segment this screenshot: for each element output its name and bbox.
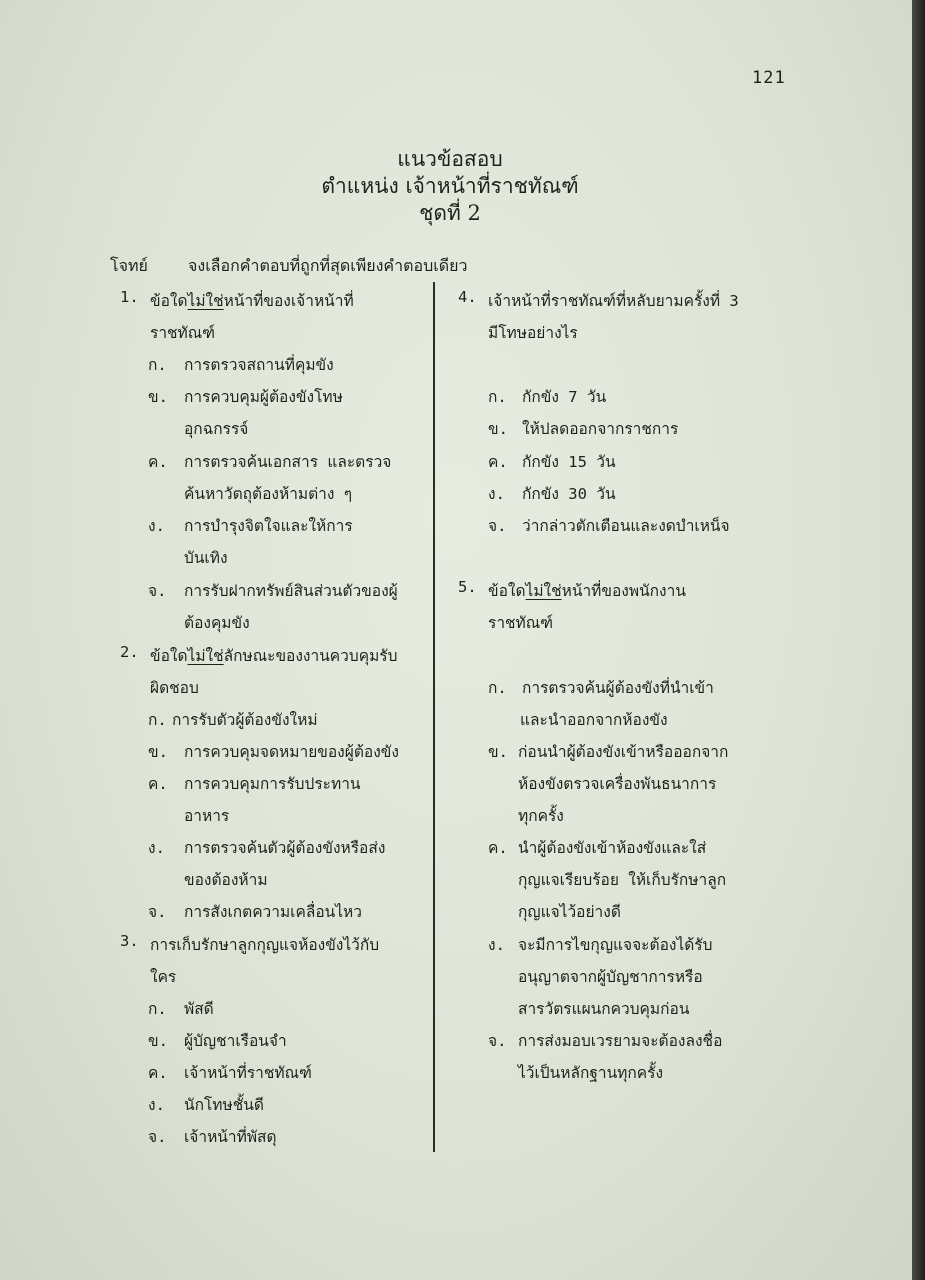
question-1-stem-line-2: ราชทัณฑ์ — [150, 324, 216, 342]
question-5-choice-e-line-2: ไว้เป็นหลักฐานทุกครั้ง — [518, 1064, 664, 1082]
choice-label: จ. — [148, 582, 167, 600]
choice-label: ง. — [148, 1096, 165, 1114]
stem-underlined-text: ไม่ใช่ — [187, 292, 224, 310]
choice-text: กักขัง 15 วัน — [522, 453, 616, 471]
title-line-3: ชุดที่ 2 — [419, 201, 481, 225]
question-stem — [150, 643, 397, 668]
choice-label: ข. — [488, 420, 508, 438]
choice-text: การสังเกตความเคลื่อนไหว — [184, 903, 362, 921]
choice-label: จ. — [488, 517, 507, 535]
question-number: 2. — [120, 643, 139, 661]
question-4-stem-line-2: มีโทษอย่างไร — [488, 324, 578, 342]
choice-text: ก่อนนำผู้ต้องขังเข้าหรือออกจาก — [518, 743, 729, 761]
choice-text: การควบคุมการรับประทาน — [184, 775, 361, 793]
column-divider — [433, 282, 435, 1152]
choice-label: ข. — [148, 1032, 168, 1050]
choice-text: จะมีการไขกุญแจจะต้องได้รับ — [518, 936, 713, 954]
question-2-stem-line-2: ผิดชอบ — [150, 679, 199, 697]
choice-text: เจ้าหน้าที่ราชทัณฑ์ — [184, 1064, 312, 1082]
choice-text: การตรวจค้นตัวผู้ต้องขังหรือส่ง — [184, 839, 386, 857]
page-number: 121 — [752, 68, 786, 88]
choice-text: การควบคุมจดหมายของผู้ต้องขัง — [184, 743, 399, 761]
choice-text: การบำรุงจิตใจและให้การ — [184, 517, 353, 535]
choice-label: ง. — [488, 936, 505, 954]
choice-label: จ. — [148, 903, 167, 921]
choice-label: ก. — [148, 711, 167, 729]
choice-label: ง. — [148, 517, 165, 535]
question-stem: เจ้าหน้าที่ราชทัณฑ์ที่หลับยามครั้งที่ 3 — [488, 292, 739, 310]
instruction — [110, 254, 468, 279]
choice-label: จ. — [488, 1032, 507, 1050]
question-5-stem-line-2: ราชทัณฑ์ — [488, 614, 554, 632]
choice-text: การตรวจค้นผู้ต้องขังที่นำเข้า — [522, 679, 714, 697]
question-5-choice-c-line-2: กุญแจเรียบร้อย ให้เก็บรักษาลูก — [518, 871, 727, 889]
choice-label: ก. — [148, 1000, 167, 1018]
stem-underlined-text: ไม่ใช่ — [187, 647, 224, 665]
question-5-choice-d-line-3: สารวัตรแผนกควบคุมก่อน — [518, 1000, 690, 1018]
question-number: 1. — [120, 288, 139, 306]
instruction-label: โจทย์ — [110, 256, 148, 275]
choice-label: ข. — [148, 743, 168, 761]
choice-label: ค. — [488, 453, 508, 471]
choice-label: ก. — [488, 679, 507, 697]
question-stem: การเก็บรักษาลูกกุญแจห้องขังไว้กับ — [150, 936, 380, 954]
choice-label: จ. — [148, 1128, 167, 1146]
choice-text: พัสดี — [184, 1000, 214, 1018]
choice-label: ค. — [488, 839, 508, 857]
stem-text: ลักษณะของงานควบคุมรับ — [223, 647, 398, 665]
title-line-1: แนวข้อสอบ — [397, 147, 503, 171]
choice-text: นำผู้ต้องขังเข้าห้องขังและใส่ — [518, 839, 707, 857]
question-2-choice-c-line-2: อาหาร — [184, 807, 230, 825]
question-number: 4. — [458, 288, 477, 306]
stem-underlined-text: ไม่ใช่ — [525, 582, 562, 600]
choice-text: ผู้บัญชาเรือนจำ — [184, 1032, 287, 1050]
choice-label: ข. — [148, 388, 168, 406]
question-5-choice-c-line-3: กุญแจไว้อย่างดี — [518, 903, 621, 921]
stem-text: หน้าที่ของพนักงาน — [561, 582, 686, 600]
choice-text: ให้ปลดออกจากราชการ — [522, 420, 679, 438]
choice-text: การรับฝากทรัพย์สินส่วนตัวของผู้ — [184, 582, 398, 600]
title-block — [250, 146, 650, 227]
choice-text: เจ้าหน้าที่พัสดุ — [184, 1128, 277, 1146]
question-5-choice-d-line-2: อนุญาตจากผู้บัญชาการหรือ — [518, 968, 703, 986]
choice-label: ง. — [488, 485, 505, 503]
choice-label: ง. — [148, 839, 165, 857]
stem-text: ข้อใด — [150, 647, 188, 665]
question-stem — [488, 578, 686, 603]
choice-label: ก. — [148, 356, 167, 374]
choice-text: การตรวจค้นเอกสาร และตรวจ — [184, 453, 392, 471]
choice-text: กักขัง 7 วัน — [522, 388, 607, 406]
question-stem — [150, 288, 354, 313]
choice-text: การตรวจสถานที่คุมขัง — [184, 356, 334, 374]
choice-text: การควบคุมผู้ต้องขังโทษ — [184, 388, 343, 406]
choice-label: ค. — [148, 1064, 168, 1082]
choice-text: นักโทษชั้นดี — [184, 1096, 264, 1114]
question-1-choice-b-line-2: อุกฉกรรจ์ — [184, 420, 249, 438]
choice-label: ค. — [148, 775, 168, 793]
question-5-choice-a-line-2: และนำออกจากห้องขัง — [520, 711, 668, 729]
stem-text: หน้าที่ของเจ้าหน้าที่ — [223, 292, 354, 310]
choice-text: การส่งมอบเวรยามจะต้องลงชื่อ — [518, 1032, 723, 1050]
question-3-stem-line-2: ใคร — [150, 968, 177, 986]
question-1-choice-d-line-2: บันเทิง — [184, 549, 228, 567]
choice-label: ค. — [148, 453, 168, 471]
choice-text: ว่ากล่าวตักเตือนและงดบำเหน็จ — [522, 517, 730, 535]
question-5-choice-b-line-2: ห้องขังตรวจเครื่องพันธนาการ — [518, 775, 717, 793]
choice-label: ข. — [488, 743, 508, 761]
question-number: 5. — [458, 578, 477, 596]
title-line-2: ตำแหน่ง เจ้าหน้าที่ราชทัณฑ์ — [321, 174, 579, 198]
stem-text: ข้อใด — [488, 582, 526, 600]
question-2-choice-d-line-2: ของต้องห้าม — [184, 871, 268, 889]
question-1-choice-c-line-2: ค้นหาวัตถุต้องห้ามต่าง ๆ — [184, 485, 353, 503]
choice-text: กักขัง 30 วัน — [522, 485, 616, 503]
question-1-choice-e-line-2: ต้องคุมขัง — [184, 614, 250, 632]
choice-label: ก. — [488, 388, 507, 406]
question-5-choice-b-line-3: ทุกครั้ง — [518, 807, 564, 825]
choice-text: การรับตัวผู้ต้องขังใหม่ — [172, 711, 318, 729]
page-edge-shadow — [912, 0, 925, 1280]
stem-text: ข้อใด — [150, 292, 188, 310]
instruction-text: จงเลือกคำตอบที่ถูกที่สุดเพียงคำตอบเดียว — [188, 256, 468, 275]
question-number: 3. — [120, 932, 139, 950]
